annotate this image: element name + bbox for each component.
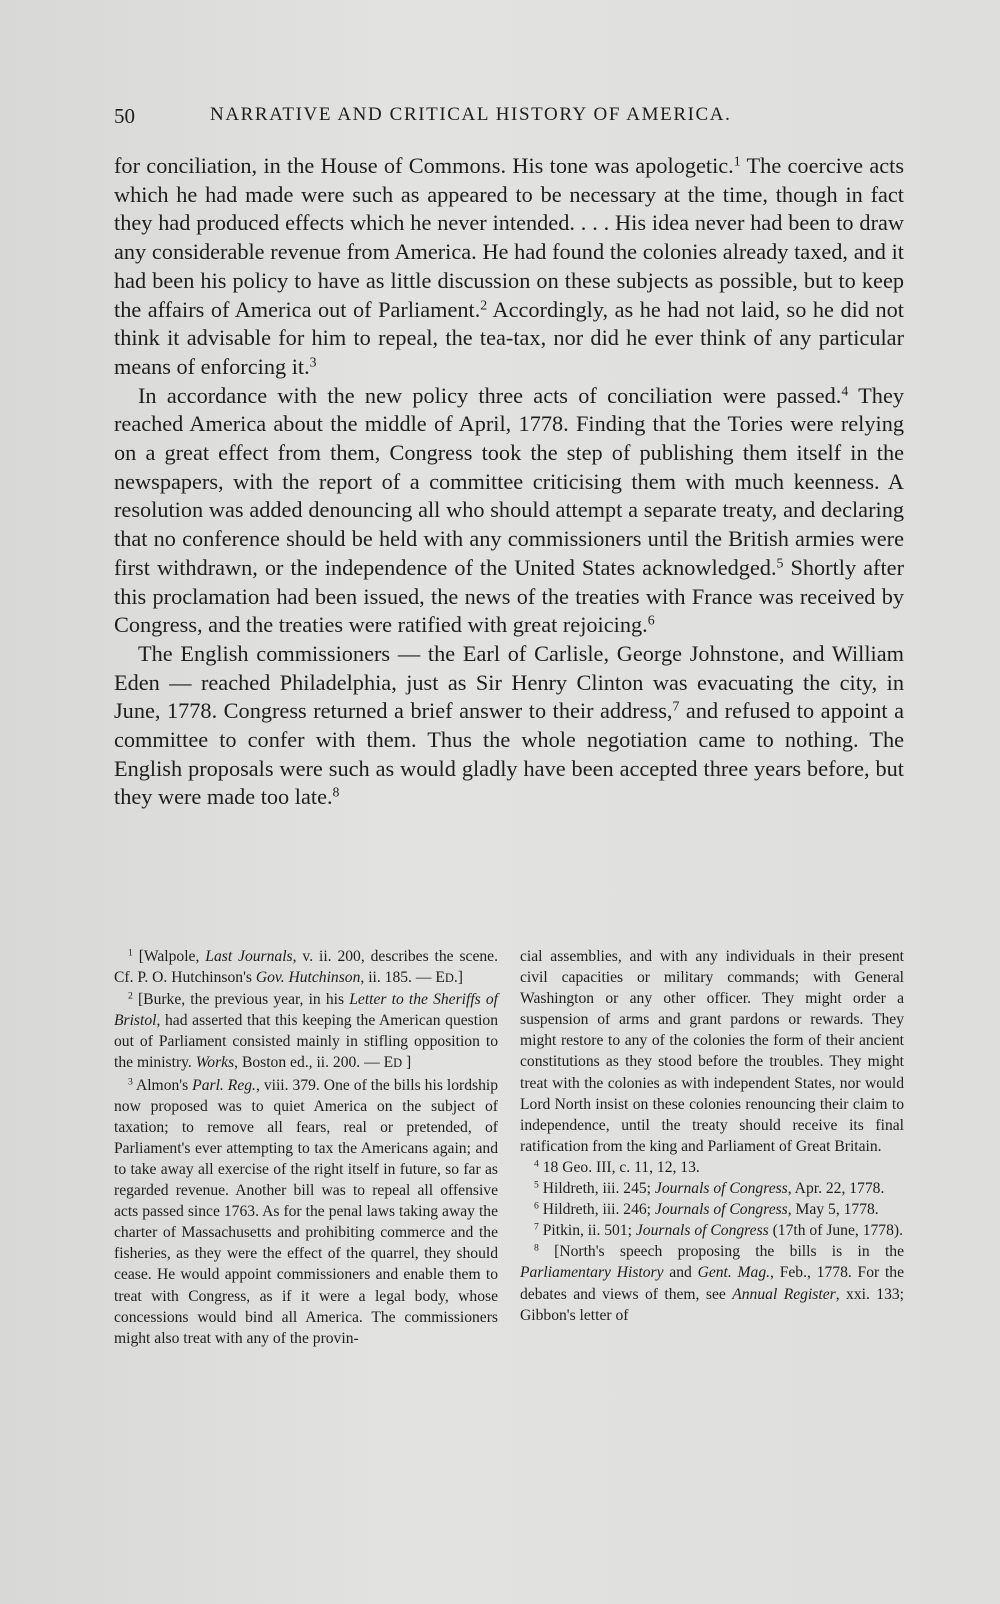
paragraph-1: for conciliation, in the House of Commons. His tone was apologetic.$^1$ The coercive acts which he had made were such as appeared to be necessary at the time, though in fact they had produced effects which he never intended. . . . His idea never had been to draw any considerable revenue from America. He had found the colonies already taxed, and it had been his policy to have as little discussion on these subjects as possible, but to keep the affairs of America out of Parliament.$^2$ Accordingly, as he had not laid, so he did not think it advisable for him to repeal, the tea-tax, nor did he ever think of any particular means of enforcing it.$^3$ [114, 153, 905, 379]
footnote-3-continued: cial assemblies, and with any individuals in their present civil capacities or military commands; with General Washington or any other officer. They might order a suspension of arms and grant pardons or rewards. They might restore to any of the colonies the form of their ancient constitutions as they stood before the troubles. They might treat with the colonies as with independent States, nor would Lord North insist on these colonies renouncing their claim to independence, until the treaty should receive its final ratification from the king and Parliament of Great Britain. [520, 948, 904, 1155]
footnote-ref-5: 5 [776, 555, 784, 571]
footnotes-right-column [520, 946, 904, 1326]
main-text [114, 152, 904, 812]
footnote-2: $^2$ [Burke, the previous year, in his Letter to the Sheriffs of Bristol, had asserted that this keeping the American question out of Parliament consisted mainly in stifling opposition to the ministry. Works, Boston ed., ii. 200. — ED ] [114, 990, 498, 1072]
footnote-ref-4: 4 [841, 383, 849, 399]
footnote-ref-6: 6 [647, 612, 655, 628]
footnote-7: $^7$ Pitkin, ii. 501; Journals of Congress (17th of June, 1778). [534, 1221, 903, 1240]
footnote-ref-3: 3 [309, 354, 317, 370]
paragraph-3: The English commissioners — the Earl of Carlisle, George Johnstone, and William Eden — reached Philadelphia, just as Sir Henry Clinton was evacuating the city, in June, 1778. Congress returned a brief answer to their address,$^7$ and refused to appoint a committee to confer with them. Thus the whole negotiation came to nothing. The English proposals were such as would gladly have been accepted three years before, but they were made too late.$^8$ [114, 640, 904, 810]
footnotes-left-column [114, 946, 498, 1349]
footnote-ref-7: 7 [672, 698, 680, 714]
footnote-6: $^6$ Hildreth, iii. 246; Journals of Congress, May 5, 1778. [534, 1200, 879, 1219]
footnote-ref-8: 8 [332, 784, 340, 800]
footnote-ref-2: 2 [480, 296, 488, 312]
footnote-4: $^4$ 18 Geo. III, c. 11, 12, 13. [534, 1158, 700, 1176]
footnote-3: $^3$ Almon's Parl. Reg., viii. 379. One of the bills his lordship now proposed was to quiet America on the subject of taxation; to remove all fears, real or pretended, of Parliament's ever attempting to tax the Americans again; and to take away all exercise of the right itself in future, so far as regarded revenue. Another bill was to repeal all offensive acts passed since 1763. As for the penal laws taking away the charter of Massachusetts and prohibiting commerce and the fisheries, as they were the effect of the quarrel, they should cease. He would appoint commissioners and enable them to treat with Congress, as if it were a legal body, whose concessions would bind all America. The commissioners might also treat with any of the provin- [114, 1076, 498, 1347]
paragraph-2: In accordance with the new policy three acts of conciliation were passed.$^4$ They reached America about the middle of April, 1778. Finding that the Tories were relying on a great effect from them, Congress took the step of publishing them itself in the newspapers, with the report of a committee criticising them with much keenness. A resolution was added denouncing all who should attempt a separate treaty, and declaring that no conference should be held with any commissioners until the British armies were first withdrawn, or the independence of the United States acknowledged.$^5$ Shortly after this proclamation had been issued, the news of the treaties with France was received by Congress, and the treaties were ratified with great rejoicing.$^6$ [114, 382, 904, 638]
footnote-1: $^1$ [Walpole, Last Journals, v. ii. 200, describes the scene. Cf. P. O. Hutchinson's Gov. Hutchinson, ii. 185. — ED.] [114, 947, 498, 987]
footnote-5: $^5$ Hildreth, iii. 245; Journals of Congress, Apr. 22, 1778. [534, 1179, 885, 1198]
footnote-ref-1: 1 [733, 153, 741, 169]
footnote-8: $^8$ [North's speech proposing the bills is in the Parliamentary History and Gent. Mag., Feb., 1778. For the debates and views of them, see Annual Register, xxi. 133; Gibbon's letter of [520, 1243, 905, 1324]
page-number: 50 [114, 104, 135, 128]
running-title: NARRATIVE AND CRITICAL HISTORY OF AMERICA. [210, 104, 732, 125]
